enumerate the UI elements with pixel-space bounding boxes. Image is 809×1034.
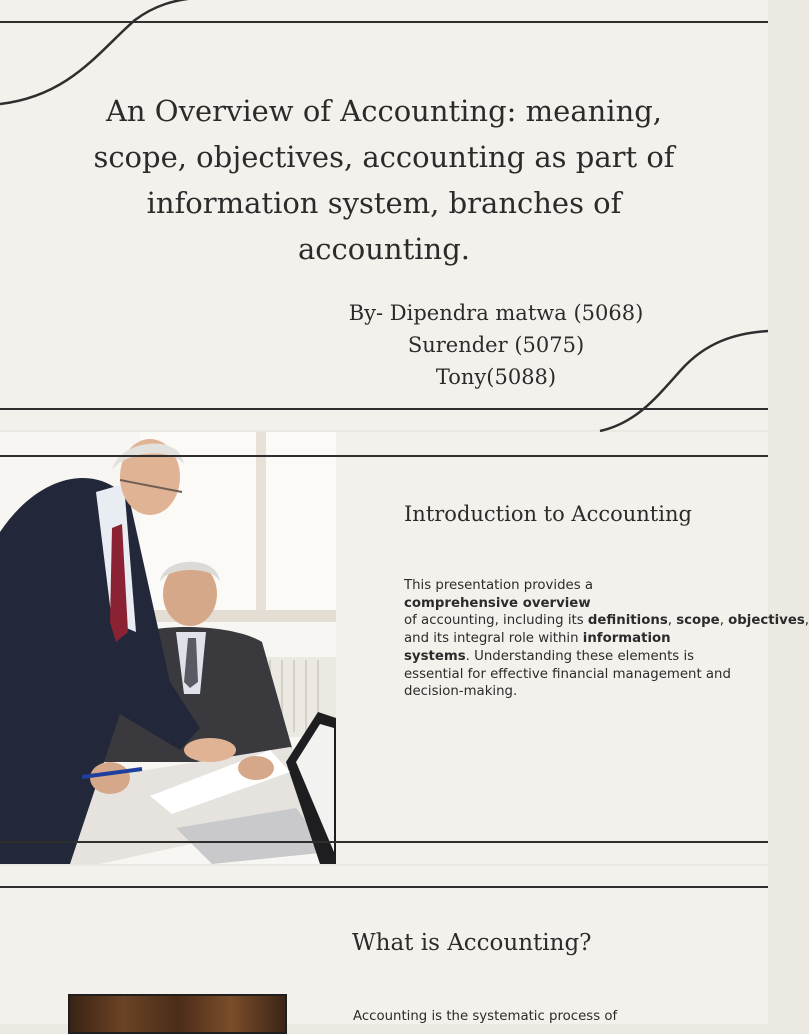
text-run: , [719, 613, 729, 629]
text-run: , and its integral role within [404, 613, 809, 647]
wood-photo [68, 994, 287, 1034]
bold-run: information systems [404, 631, 671, 664]
text-run: This presentation provides a [404, 578, 594, 593]
bottom-rule [0, 841, 768, 843]
presentation-title: An Overview of Accounting: meaning, scope, objectives, accounting as part of information system, branches of accounting. [93, 94, 675, 266]
text-run: , [667, 613, 677, 629]
section-heading: What is Accounting? [352, 930, 592, 956]
businessmen-photo [0, 432, 336, 864]
intro-paragraph [404, 577, 809, 701]
top-rule [0, 455, 768, 457]
bold-run: objectives [728, 613, 805, 629]
text-run: of accounting, including its [404, 613, 588, 629]
section-heading: Introduction to Accounting [404, 502, 692, 526]
what-is-accounting-slide [0, 866, 768, 1024]
author-line: Surender (5075) [407, 333, 585, 357]
definition-paragraph: Accounting is the systematic process of [353, 1009, 618, 1024]
bold-run: comprehensive overview [404, 595, 591, 611]
bold-run: scope [676, 613, 720, 629]
top-rule [0, 886, 768, 888]
author-line: Tony(5088) [435, 365, 557, 389]
introduction-slide [0, 432, 809, 864]
bold-run: definitions [587, 613, 668, 629]
text-run: . Understanding these elements is essential for effective financial management and decision-making. [404, 648, 731, 700]
author-line: By- Dipendra matwa (5068) [348, 301, 644, 325]
title-slide [0, 0, 768, 430]
authors-block [330, 297, 662, 393]
